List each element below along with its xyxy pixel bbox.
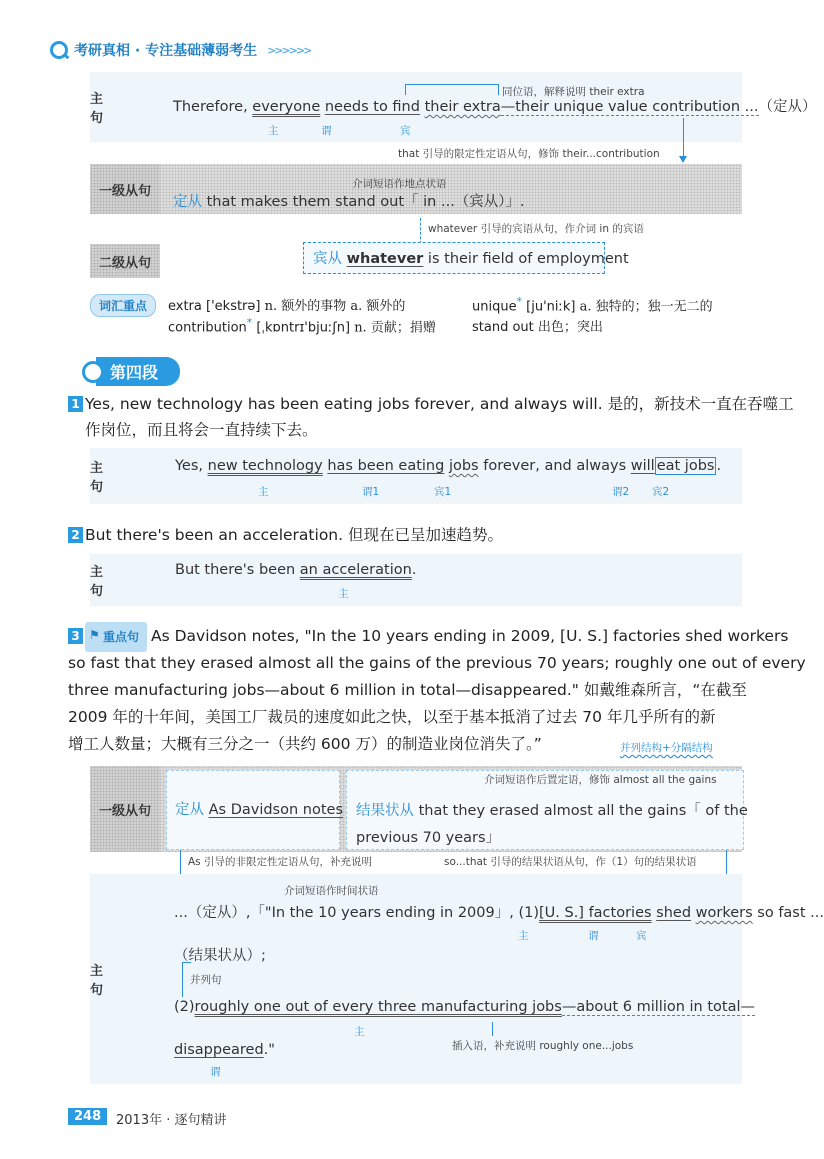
sentence1-line1: 1 Yes, new technology has been eating jobs forever, and always will. 是的，新技术一直在吞噬工 [68,390,794,418]
object-clause-tag: 宾从 [313,251,342,267]
label-verb: 谓 [210,1066,221,1078]
level2-clause-text: 宾从 whatever is their field of employment [313,251,629,267]
section-title: 第四段 [96,357,180,386]
header-title: 考研真相 · 专注基础薄弱考生 [74,43,258,59]
s3-main-label: 主 句 [90,964,118,998]
whatever-note: whatever 引导的宾语从句，作介词 in 的宾语 [428,223,644,235]
magnifier-icon [82,361,104,383]
label-verb: 谓 [321,125,332,137]
label-verb-1: 谓1 [362,486,380,498]
arrow-insertion [492,1022,493,1036]
level1-clause-label: 一级从句 [90,164,160,214]
verb: needs to find [324,99,420,115]
sentence3-line5: 增工人数量；大概有三分之一（共约 600 万）的制造业岗位消失了。” [68,735,542,753]
label-verb: 谓 [588,930,599,942]
sentence3-line3: three manufacturing jobs—about 6 million in total—disappeared." 如戴维森所言，“在截至 [68,681,747,699]
arrow-that [683,118,684,158]
label-subject: 主 [268,125,279,137]
vocab-item: unique* [ju'niːk] a. 独特的；独一无二的 [472,295,713,315]
vocab-item: extra ['ekstrə] n. 额外的事物 a. 额外的 [168,299,406,314]
footer-text: 2013年 · 逐句精讲 [116,1113,227,1128]
vocab-button: 词汇重点 [90,294,156,317]
appositive: —their unique value contribution ... [500,99,759,115]
sentence-number: 2 [68,527,83,543]
label-object: 宾 [400,125,411,137]
as-clause-note: As 引导的非限定性定语从句，补充说明 [188,856,372,868]
label-object-1: 宾1 [434,486,452,498]
level1-clause-text: 定从 that makes them stand out「 in ...（宾从）」. [173,194,525,210]
main-sentence-text: Therefore, everyone needs to find their extra—their unique value contribution ...（定从） [173,99,817,115]
subject: everyone [252,99,321,115]
side-note: 并列结构+分隔结构 [620,742,713,754]
label-verb-2: 谓2 [612,486,630,498]
header [50,40,310,60]
appositive-bracket [405,84,499,95]
magnifier-icon [50,41,68,59]
sentence-number: 3 [68,628,83,644]
page-number: 248 [68,1108,107,1125]
vocab-item: contribution* [ˌkɒntrɪ'bjuːʃn] n. 贡献；捐赠 [168,316,436,336]
main-tag: （定从） [758,99,817,115]
label-object: 宾 [636,930,647,942]
sentence1-box [90,448,742,504]
postpositive-attr-note: 介词短语作后置定语，修饰 almost all the gains [484,774,717,786]
section-heading [82,357,180,386]
sentence2-label: 主 句 [90,565,118,599]
s3-main-line3: (2)roughly one out of every three manufacturing jobs—about 6 million in total— [174,999,756,1015]
clause-result-line1: 结果状从 that they erased almost all the gains「 of the [356,803,748,819]
sentence1-line2: 作岗位，而且将会一直持续下去。 [85,421,318,439]
s3-main-line4: disappeared." [174,1042,275,1058]
key-sentence-tag: ⚑ 重点句 [85,622,147,652]
coordinate-note: 并列句 [190,974,222,986]
sentence3-line4: 2009 年的十年间，美国工厂裁员的速度如此之快，以至于基本抵消了过去 70 年几乎所有的新 [68,708,716,726]
sentence2-line: 2 But there's been an acceleration. 但现在已呈加速趋势。 [68,521,503,549]
main-sentence-label: 主 句 [90,92,118,126]
clause-result-line2: previous 70 years」 [356,830,501,846]
s3-main-line1: ...（定从）,「"In the 10 years ending in 2009」, (1)[U. S.] factories shed workers so fast ... [174,905,824,921]
arrowhead-down-icon [679,156,687,163]
header-arrows: >>>>>> [267,43,311,57]
arrow-whatever [420,218,421,244]
vocab-item: stand out 出色；突出 [472,320,603,335]
sentence3-line2: so fast that they erased almost all the gains of the previous 70 years; roughly one out of every [68,654,806,672]
prep-phrase-note: 介词短语作地点状语 [352,178,447,190]
sentence3-line1: 3⚑ 重点句 As Davidson notes, "In the 10 years ending in 2009, [U. S.] factories shed workers [68,622,788,652]
sentence2-analysis: But there's been an acceleration. [175,562,417,578]
label-subject: 主 [338,588,349,600]
insertion-note: 插入语，补充说明 roughly one...jobs [452,1040,634,1052]
sentence-number: 1 [68,396,83,412]
relative-clause-tag: 定从 [173,194,202,210]
label-subject: 主 [354,1026,365,1038]
label-object-2: 宾2 [652,486,670,498]
sentence1-label: 主 句 [90,461,118,495]
s3-level1-label: 一级从句 [90,766,160,852]
s3-main-line2: （结果状从）; [174,948,266,964]
label-subject: 主 [518,930,529,942]
label-subject: 主 [258,486,269,498]
that-clause-note: that 引导的限定性定语从句，修饰 their...contribution [398,148,660,160]
clause-as-text: 定从 As Davidson notes [175,802,344,818]
appositive-note: 同位语，解释说明 their extra [502,86,645,98]
sentence1-analysis: Yes, new technology has been eating jobs forever, and always will eat jobs . [175,458,722,474]
so-that-note: so...that 引导的结果状语从句，作（1）句的结果状语 [444,856,697,868]
level2-clause-label: 二级从句 [90,244,160,278]
time-adverbial-note: 介词短语作时间状语 [284,885,379,897]
object: their extra [424,99,501,115]
